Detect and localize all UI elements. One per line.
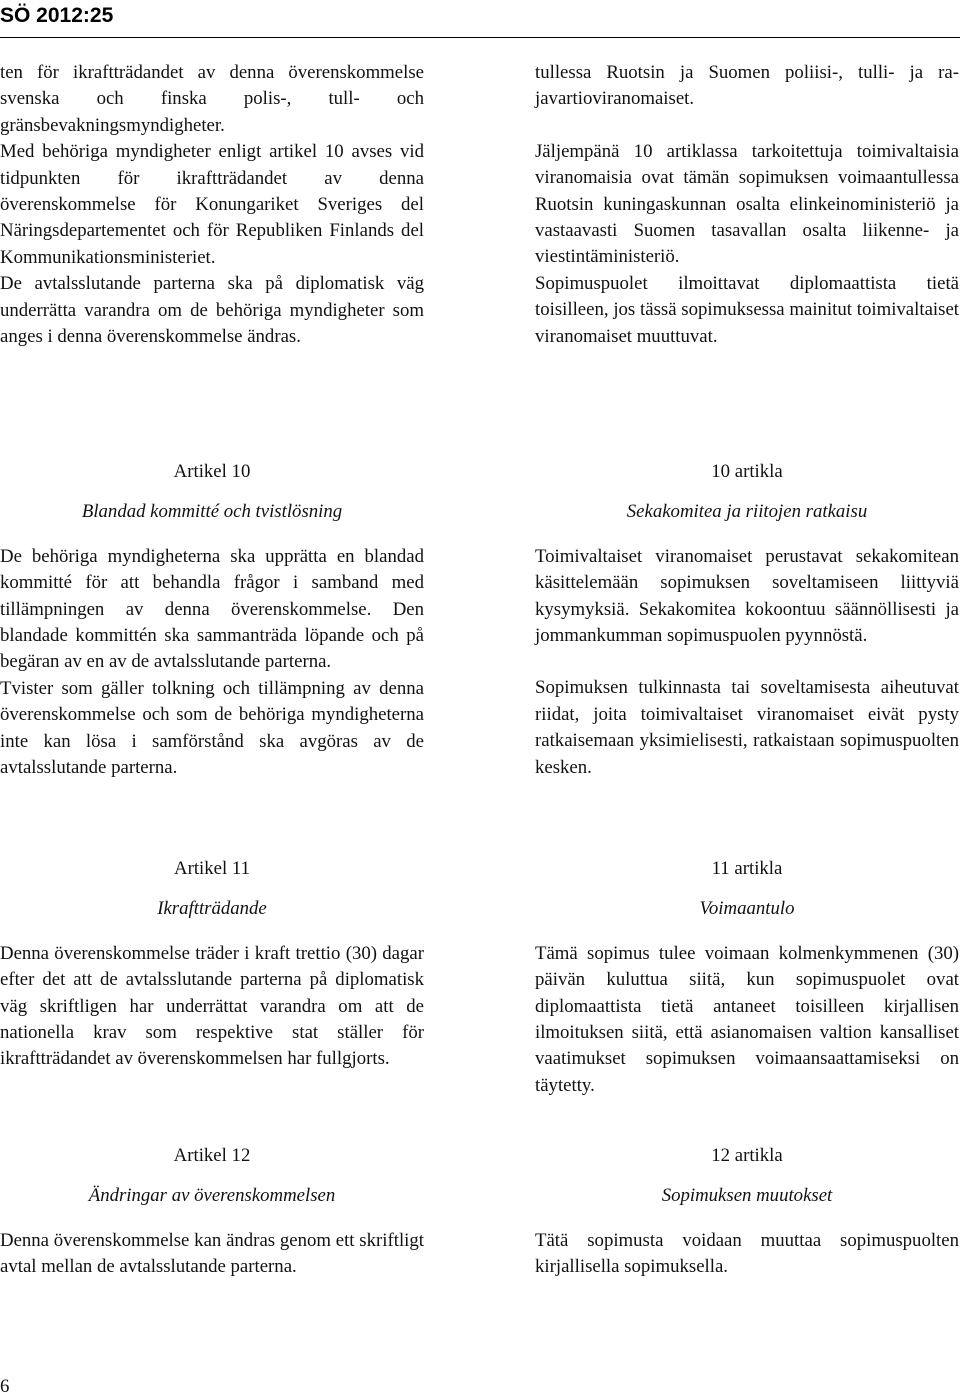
intro-sv-column	[0, 60, 424, 350]
article-title: 11 artikla	[711, 858, 783, 879]
article-title: Artikel 10	[173, 461, 251, 482]
article-paragraph: Tämä sopimus tulee voimaan kolmenkymmenen (30) päivän kuluttua siitä, kun sopimuspuolet ovat diplomaattista tietä antaneet toisilleen kirjallisen ilmoituksen siitä, että asianomaisen valtion kansalliset vaatimukset sopimuksen voimaansaattamiseksi on täytetty.	[535, 942, 959, 1096]
article-title: 12 artikla	[711, 1145, 783, 1166]
article-paragraph: Sopimuksen tulkinnasta tai soveltamisesta aiheutuvat riidat, joita toimivaltaiset viranomaiset eivät pysty ratkaisemaan yksimielisesti, ratkaistaan sopimuspuolten kesken.	[535, 677, 959, 778]
document-header: SÖ 2012:25	[0, 4, 114, 27]
header-rule	[0, 37, 960, 38]
page-number: 6	[0, 1376, 10, 1397]
intro-sv-paragraph: De avtalsslutande parterna ska på diplomatisk väg underrätta varandra om de behöriga myndigheter som anges i denna överenskommelse ändras.	[0, 273, 424, 348]
article-paragraph: Tätä sopimusta voidaan muuttaa sopimuspuolten kirjallisella sopimuksella.	[535, 1229, 959, 1278]
intro-sv-paragraph: ten för ikraftträdandet av denna överenskommelse svenska och finska polis-, tull- och gränsbevakningsmyndigheter.	[0, 62, 424, 136]
article-subtitle: Sopimuksen muutokset	[661, 1185, 833, 1207]
article-title: Artikel 11	[174, 858, 250, 879]
article-10-sv	[0, 459, 424, 781]
article-paragraph: Denna överenskommelse träder i kraft trettio (30) dagar efter det att de avtalsslutande parterna på diplomatisk väg skriftligen har underrättat varandra om att de nationella krav som respektive stat ställer för ikraftträdandet av överenskommelsen har fullgjorts.	[0, 942, 424, 1070]
article-title: 10 artikla	[711, 461, 783, 482]
article-subtitle: Blandad kommitté och tvistlösning	[81, 501, 343, 523]
article-paragraph: Tvister som gäller tolkning och tillämpning av denna överenskommelse och som de behöriga myndigheterna inte kan lösa i samförstånd ska avgöras av de avtalsslutande parterna.	[0, 677, 424, 779]
intro-fi-paragraph: Jäljempänä 10 artiklassa tarkoitettuja toimivaltaisia viranomaisia ovat tämän sopimuksen voimaantullessa Ruotsin kuningaskunnan osalta elinkeinoministeriö ja vastaavasti Suomen tasavallan osalta liikenne- ja viestintäministeriö.	[535, 140, 959, 268]
article-paragraph: Denna överenskommelse kan ändras genom ett skriftligt avtal mellan de avtalsslutande parterna.	[0, 1229, 424, 1278]
article-11-sv	[0, 856, 424, 1073]
intro-fi-paragraph: tullessa Ruotsin ja Suomen poliisi-, tulli- ja rajavartioviranomaiset.	[535, 62, 959, 110]
article-title: Artikel 12	[173, 1145, 251, 1166]
article-subtitle: Sekakomitea ja riitojen ratkaisu	[626, 501, 868, 523]
intro-fi-paragraph: Sopimuspuolet ilmoittavat diplomaattista tietä toisilleen, jos tässä sopimuksessa mainitut toimivaltaiset viranomaiset muuttuvat.	[535, 272, 959, 347]
article-subtitle: Ändringar av överenskommelsen	[88, 1185, 336, 1207]
intro-fi-column	[535, 60, 959, 350]
intro-sv-paragraph: Med behöriga myndigheter enligt artikel 10 avses vid tidpunkten för ikraftträdandet av denna överenskommelse för Konungariket Sveriges del Näringsdepartementet och för Republiken Finlands del Kommunikationsministeriet.	[0, 141, 424, 268]
article-paragraph: Toimivaltaiset viranomaiset perustavat sekakomitean käsittelemään sopimuksen soveltamiseen liittyviä kysymyksiä. Sekakomitea kokoontuu säännöllisesti ja jommankumman sopimuspuolen pyynnöstä.	[535, 545, 959, 647]
article-12-sv	[0, 1143, 424, 1281]
article-11-fi	[535, 856, 959, 1099]
article-12-fi	[535, 1143, 959, 1281]
article-10-fi	[535, 459, 959, 781]
article-subtitle: Voimaantulo	[699, 898, 795, 920]
article-subtitle: Ikraftträdande	[157, 898, 267, 920]
article-paragraph: De behöriga myndigheterna ska upprätta en blandad kommitté för att behandla frågor i samband med tillämpningen av denna överenskommelse. Den blandade kommittén ska sammanträda löpande och på begäran av en av de avtalsslutande parterna.	[0, 545, 424, 673]
